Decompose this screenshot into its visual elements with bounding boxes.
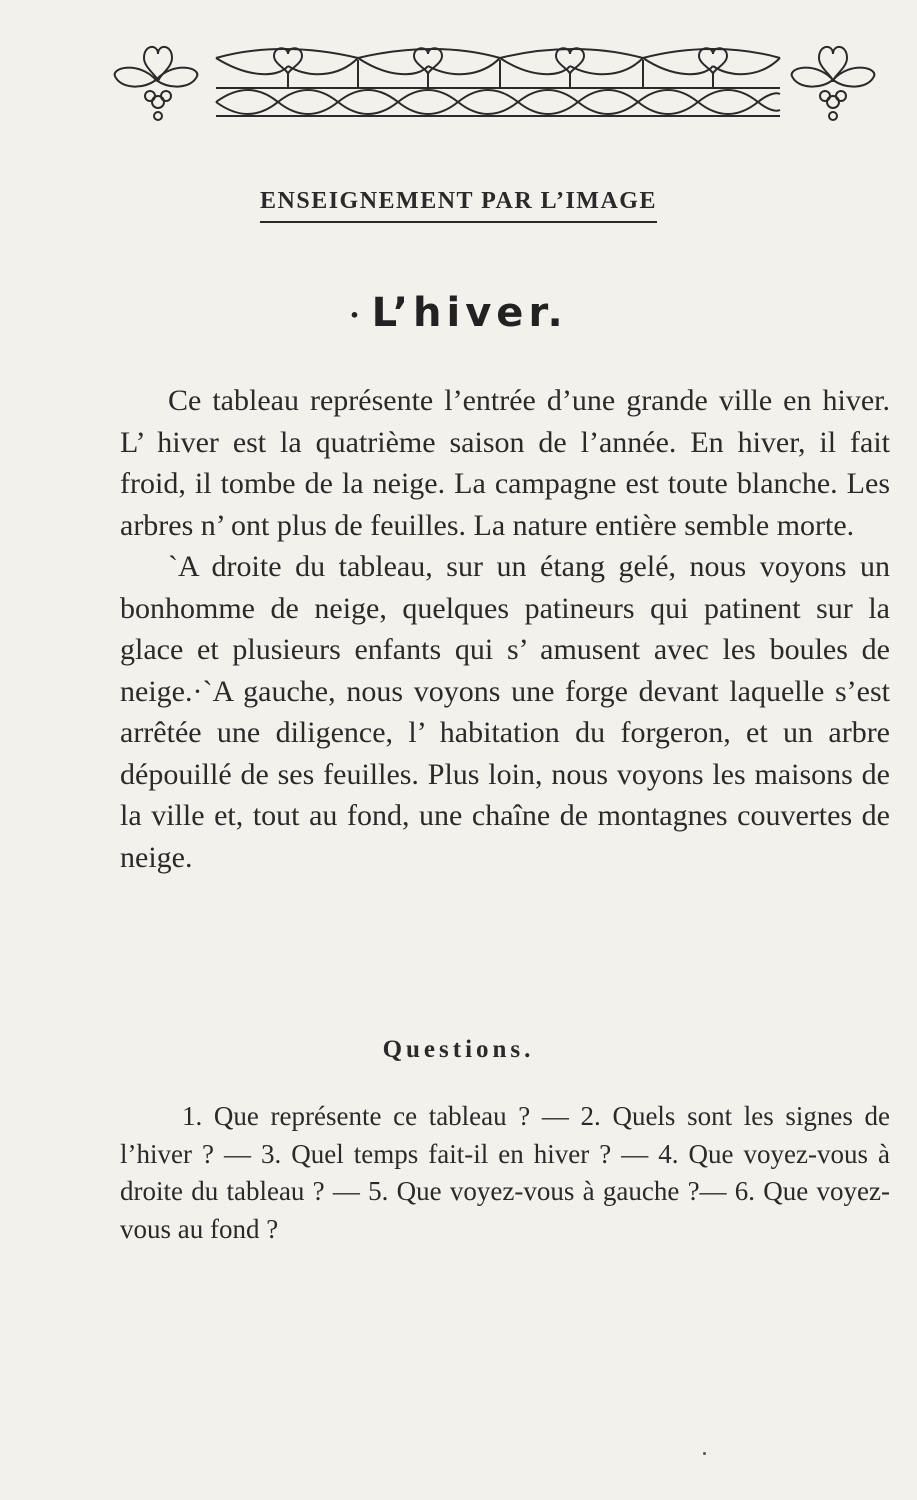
print-speck	[703, 1452, 706, 1455]
questions-heading: Questions.	[382, 1036, 535, 1063]
title-bullet: •	[349, 305, 360, 325]
ornamental-border-icon	[108, 38, 883, 128]
questions-paragraph: 1. Que représente ce tableau ? — 2. Quels sont les signes de l’hiver ? — 3. Quel temps fait-il en hiver ? — 4. Que voyez-vous à droite du tableau ? — 5. Que voyez-vous à gauche ?— 6. Que voyez-vous au fond ?	[120, 1101, 890, 1244]
title-text: L’hiver.	[371, 290, 568, 336]
body-paragraph-2: `A droite du tableau, sur un étang gelé, nous voyons un bonhomme de neige, quelques patineurs qui patinent sur la glace et plusieurs enfants qui s’ amusent avec les boules de neige.·`A gauche, nous voyons une forge devant laquelle s’est arrêtée une diligence, l’ habitation du forgeron, et un arbre dépouillé de ses feuilles. Plus loin, nous voyons les maisons de la ville et, tout au fond, une chaîne de montagnes couvertes de neige.	[120, 550, 890, 874]
section-header-text: ENSEIGNEMENT PAR L’IMAGE	[260, 188, 657, 223]
body-text	[120, 380, 890, 878]
section-header	[0, 188, 917, 223]
page-title	[0, 290, 917, 336]
questions-list	[120, 1098, 890, 1248]
body-paragraph-1: Ce tableau représente l’entrée d’une grande ville en hiver. L’ hiver est la quatrième saison de l’année. En hiver, il fait froid, il tombe de la neige. La campagne est toute blanche. Les arbres n’ ont plus de feuilles. La nature entière semble morte.	[120, 384, 890, 542]
